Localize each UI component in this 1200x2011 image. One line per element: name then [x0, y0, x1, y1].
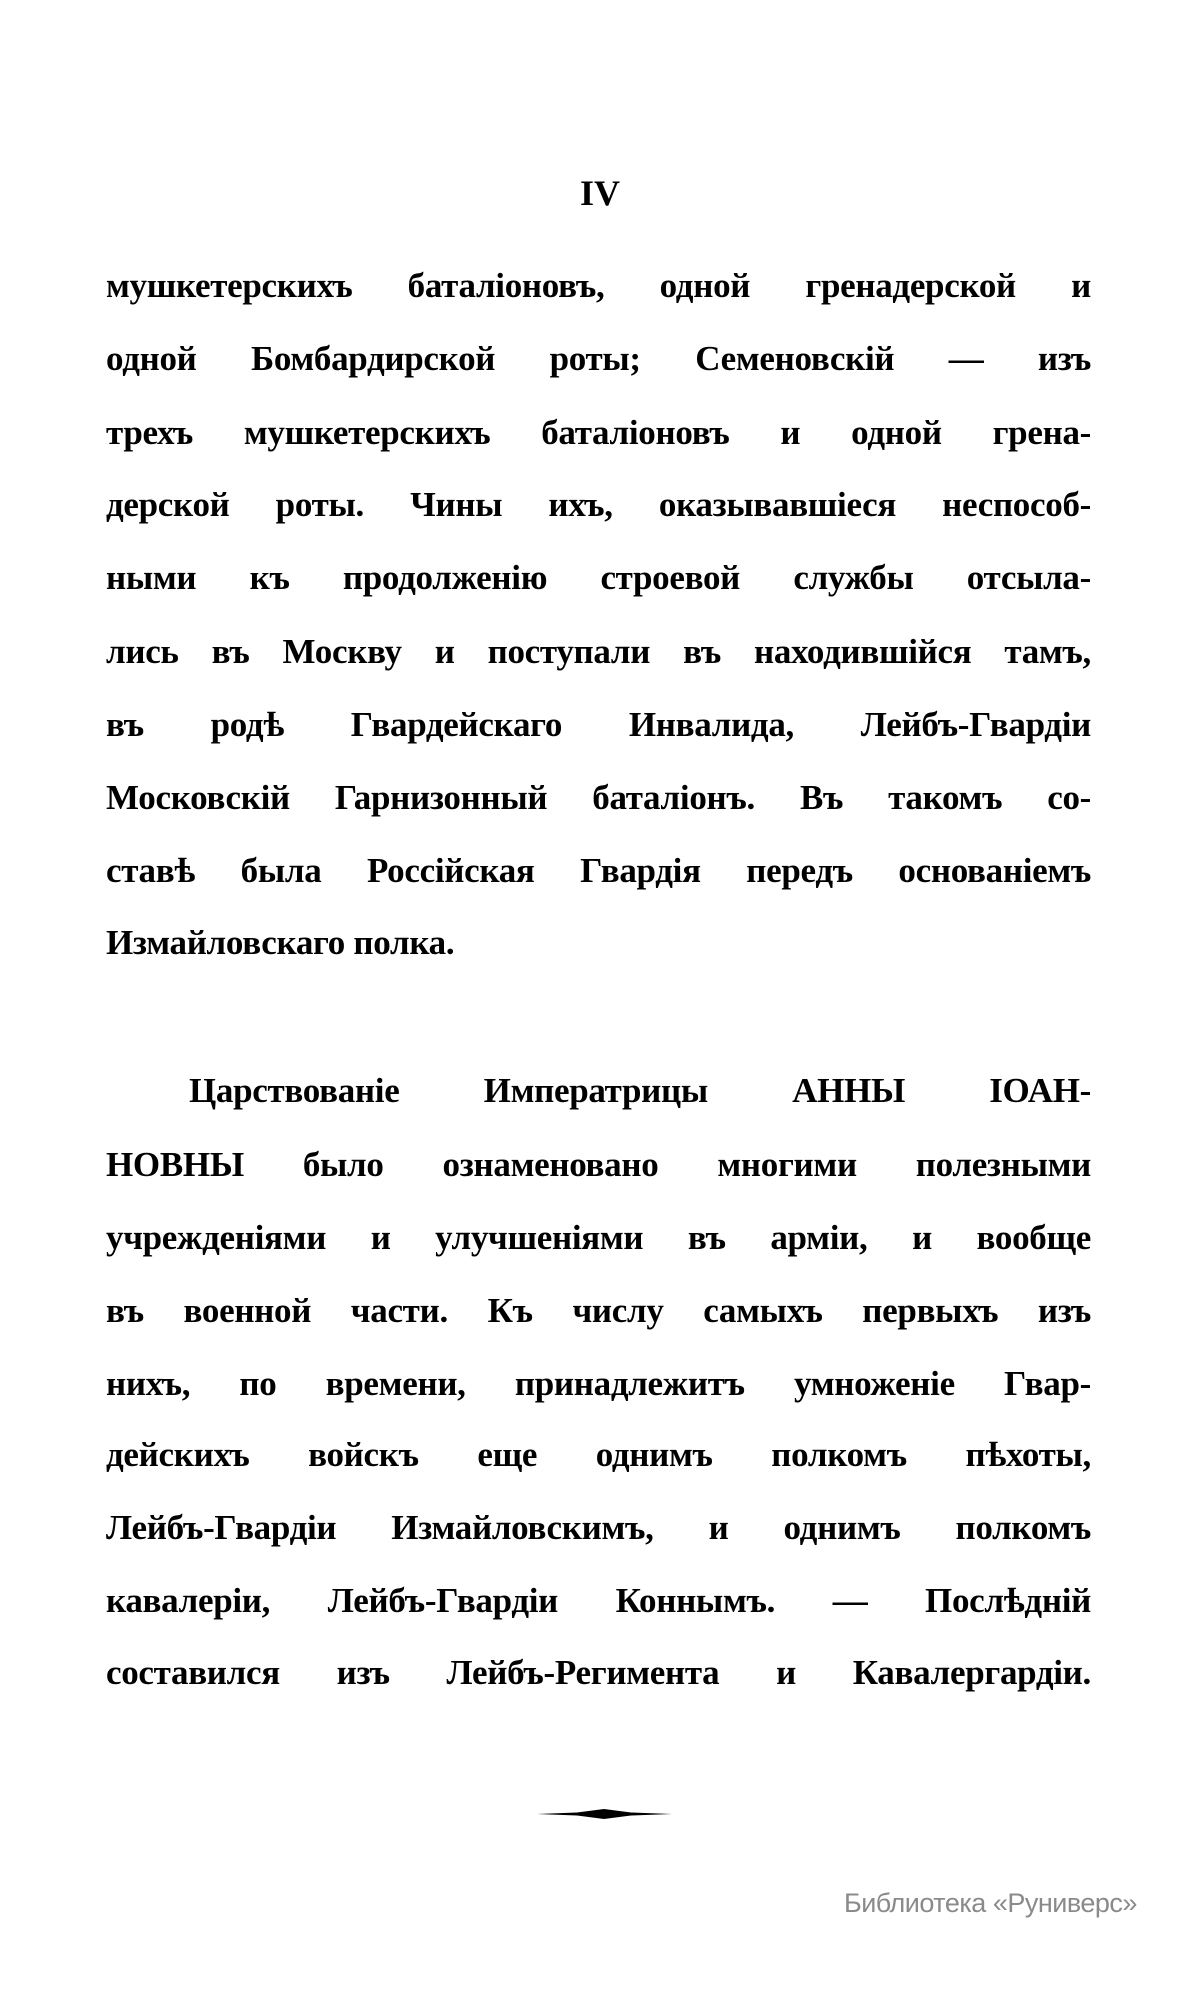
- text-line: учрежденіями и улучшеніями въ арміи, и вообще: [106, 1218, 1091, 1257]
- text-line: Московскій Гарнизонный баталіонъ. Въ такомъ со-: [106, 778, 1091, 817]
- text-line: Измайловскаго полка.: [106, 923, 455, 962]
- text-line: ставѣ была Россійская Гвардія передъ основаніемъ: [106, 851, 1091, 890]
- text-line: Лейбъ-Гвардіи Измайловскимъ, и однимъ полкомъ: [106, 1508, 1091, 1547]
- text-line: дерской роты. Чины ихъ, оказывавшіеся неспособ-: [106, 485, 1091, 524]
- library-watermark: Библиотека «Руниверс»: [844, 1888, 1137, 1918]
- text-line: лись въ Москву и поступали въ находившійся тамъ,: [106, 632, 1091, 671]
- text-line: НОВНЫ было ознаменовано многими полезными: [106, 1145, 1091, 1184]
- ornament-rule-icon: [537, 1808, 672, 1820]
- page-number: IV: [579, 173, 620, 213]
- text-line: одной Бомбардирской роты; Семеновскій — изъ: [106, 339, 1091, 378]
- text-line: трехъ мушкетерскихъ баталіоновъ и одной грена-: [106, 413, 1091, 452]
- text-line: дейскихъ войскъ еще однимъ полкомъ пѣхоты,: [106, 1435, 1091, 1474]
- text-line: въ родѣ Гвардейскаго Инвалида, Лейбъ-Гвардіи: [106, 705, 1091, 744]
- text-line: нихъ, по времени, принадлежитъ умноженіе Гвар-: [106, 1364, 1091, 1403]
- text-line: ными къ продолженію строевой службы отсыла-: [106, 558, 1091, 597]
- text-line: Царствованіе Императрицы АННЫ ІОАН-: [189, 1071, 1091, 1110]
- text-line: мушкетерскихъ баталіоновъ, одной гренадерской и: [106, 266, 1091, 305]
- text-line: составился изъ Лейбъ-Регимента и Кавалергардіи.: [106, 1653, 1091, 1692]
- text-line: въ военной части. Къ числу самыхъ первыхъ изъ: [106, 1291, 1091, 1330]
- text-line: кавалеріи, Лейбъ-Гвардіи Коннымъ. — Послѣдній: [106, 1581, 1091, 1620]
